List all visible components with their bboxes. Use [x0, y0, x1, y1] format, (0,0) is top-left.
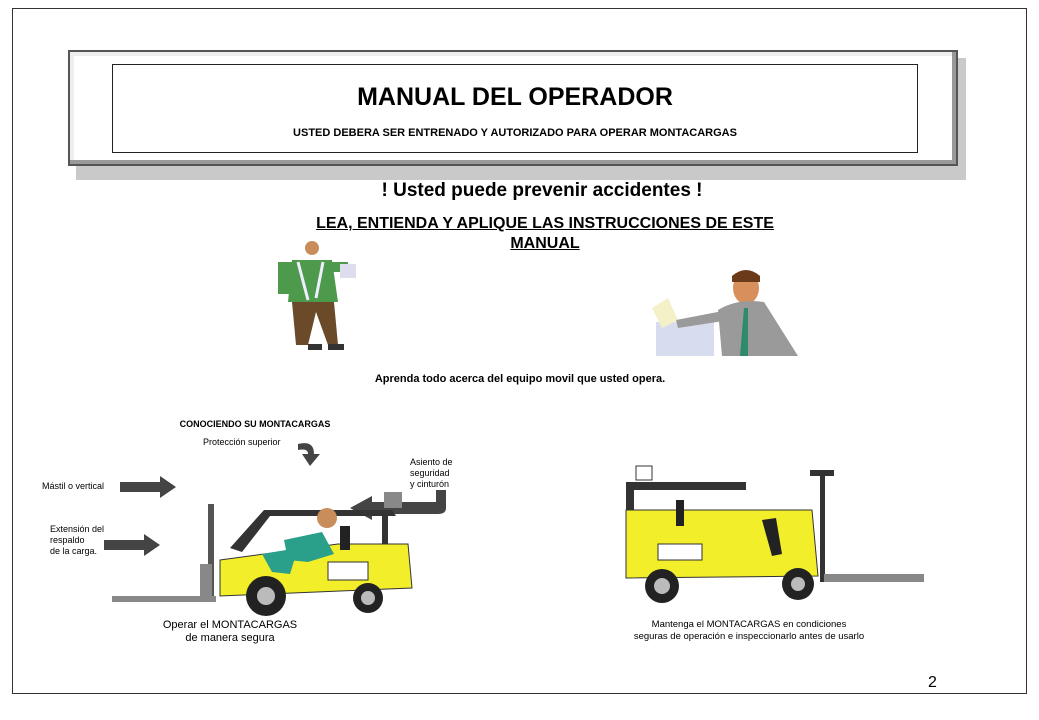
learn-text: Aprenda todo acerca del equipo movil que usted opera.: [374, 373, 666, 385]
label-seat-line-3: y cinturón: [410, 479, 450, 489]
label-backrest-line-2: respaldo: [50, 535, 85, 545]
forklift-operator-illustration: [112, 492, 430, 620]
label-backrest-line-3: de la carga.: [50, 546, 98, 556]
caption-left: [110, 619, 350, 645]
caption-left-line-1: Operar el MONTACARGAS: [162, 619, 298, 631]
man-reading-illustration: [268, 240, 360, 360]
warning-heading: ! Usted puede prevenir accidentes !: [381, 180, 703, 201]
caption-right-line-2: seguras de operación e inspeccionarlo antes de usarlo: [633, 631, 865, 642]
arrow-overhead-icon: [296, 438, 326, 468]
title-inner-box: [112, 64, 918, 153]
label-seat-line-2: seguridad: [410, 468, 450, 478]
page-title: MANUAL DEL OPERADOR: [357, 83, 673, 111]
caption-right-line-1: Mantenga el MONTACARGAS en condiciones: [651, 619, 847, 630]
label-overhead-protection: Protección superior: [203, 437, 281, 447]
caption-left-line-2: de manera segura: [185, 632, 275, 644]
forklift-illustration: [622, 464, 924, 604]
label-backrest: [50, 524, 104, 557]
knowing-title: CONOCIENDO SU MONTACARGAS: [179, 419, 331, 429]
label-backrest-line-1: Extensión del: [50, 524, 105, 534]
label-seat-line-1: Asiento de: [410, 457, 453, 467]
man-desk-illustration: [648, 268, 810, 356]
instruction-line-2: MANUAL: [510, 235, 580, 252]
instruction-line-1: LEA, ENTIENDA Y APLIQUE LAS INSTRUCCIONES DE ESTE: [316, 215, 774, 232]
page-subtitle: USTED DEBERA SER ENTRENADO Y AUTORIZADO PARA OPERAR MONTACARGAS: [293, 127, 737, 139]
caption-right: [584, 619, 914, 643]
page-number: 2: [928, 674, 937, 691]
label-seat: [410, 457, 453, 490]
label-mast: Mástil o vertical: [42, 481, 105, 491]
